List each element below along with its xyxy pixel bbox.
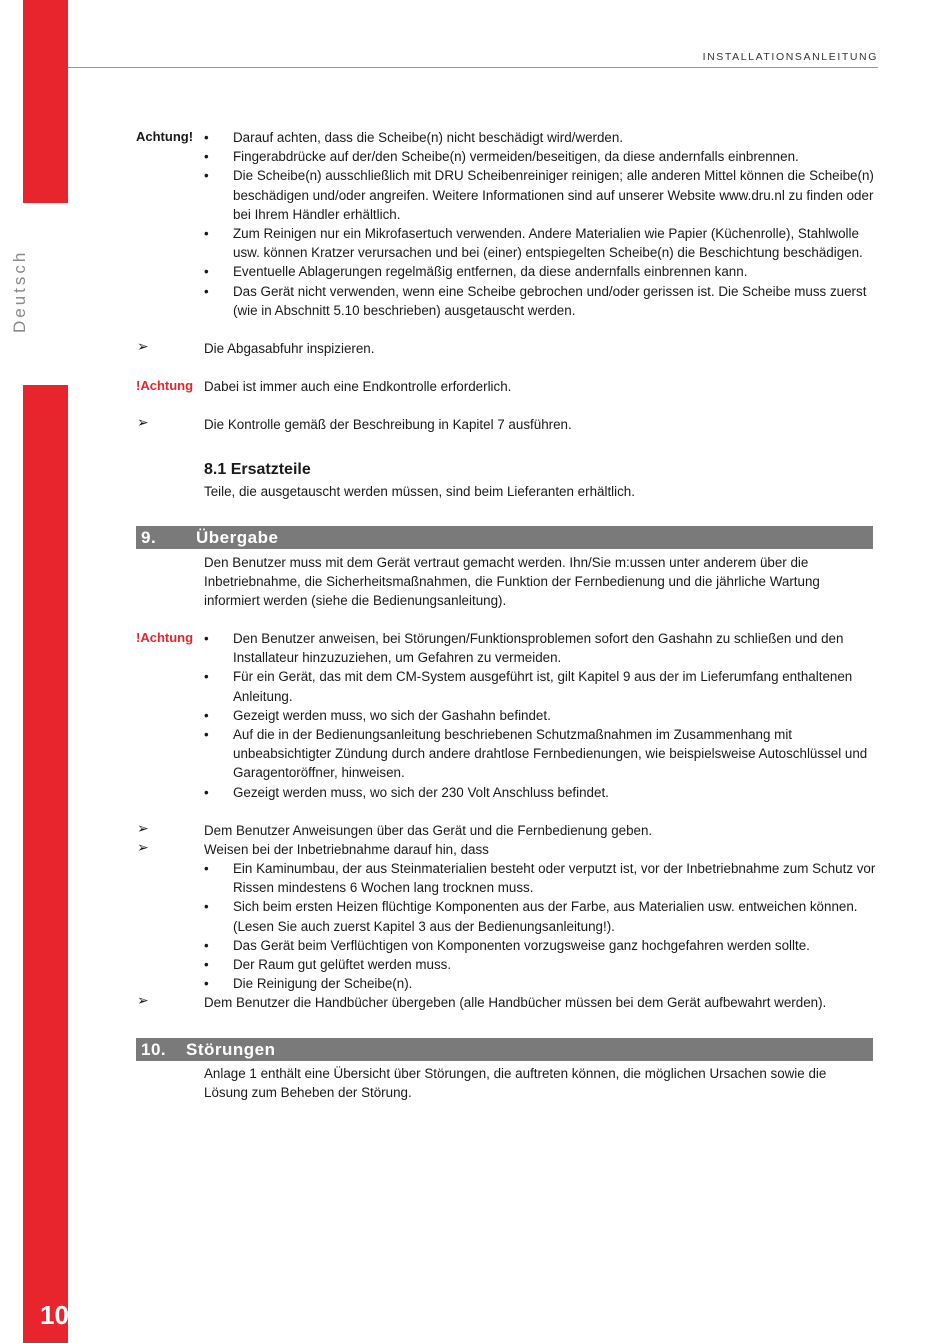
- section-heading-bar: [136, 1038, 873, 1061]
- list-item: • Zum Reinigen nur ein Mikrofasertuch verwenden. Andere Materialien wie Papier (Küchenrolle), Stahlwolle usw. können Kratzer verursachen und bei (einer) entspiegelten Scheibe(n) die Beschichtung beschädigen.: [204, 224, 878, 262]
- arrow-icon: ➢: [137, 839, 149, 855]
- step-text: Die Abgasabfuhr inspizieren.: [204, 341, 375, 356]
- section-number: 9.: [141, 528, 157, 547]
- list-item: • Das Gerät nicht verwenden, wenn eine Scheibe gebrochen und/oder gerissen ist. Die Scheibe muss zuerst (wie in Abschnitt 5.10 beschrieben) ausgetauscht werden.: [204, 282, 878, 320]
- warning-tag: !Achtung: [136, 378, 194, 393]
- list-item: • Das Gerät beim Verflüchtigen von Komponenten vorzugsweise ganz hochgefahren werden sollte.: [204, 936, 878, 955]
- list-item: • Der Raum gut gelüftet werden muss.: [204, 955, 878, 974]
- list-item: • Darauf achten, dass die Scheibe(n) nicht beschädigt wird/werden.: [204, 128, 878, 147]
- list-item: • Den Benutzer anweisen, bei Störungen/Funktionsproblemen sofort den Gashahn zu schließen und den Installateur hinzuzuziehen, um Gefahren zu vermeiden.: [204, 629, 878, 667]
- section-intro: Den Benutzer muss mit dem Gerät vertraut gemacht werden. Ihn/Sie m:ussen unter anderem über die Inbetriebnahme, die Sicherheitsmaßnahmen, die Funktion der Fernbedienung und die jährliche Wartung informiert werden (siehe die Bedienungsanleitung).: [204, 555, 820, 609]
- step-text: Die Kontrolle gemäß der Beschreibung in Kapitel 7 ausführen.: [204, 417, 572, 432]
- subsection-text: Teile, die ausgetauscht werden müssen, sind beim Lieferanten erhältlich.: [204, 484, 635, 499]
- section-title: Übergabe: [196, 528, 279, 547]
- list-item: • Fingerabdrücke auf der/den Scheibe(n) vermeiden/beseitigen, da diese andernfalls einbrennen.: [204, 147, 878, 166]
- language-label: Deutsch: [10, 249, 29, 333]
- arrow-icon: ➢: [137, 414, 149, 430]
- list-item: • Eventuelle Ablagerungen regelmäßig entfernen, da diese andernfalls einbrennen kann.: [204, 262, 878, 281]
- side-white-strip: [0, 0, 23, 1343]
- arrow-icon: ➢: [137, 992, 149, 1008]
- page-number: 10: [40, 1300, 69, 1330]
- list-item: • Ein Kaminumbau, der aus Steinmaterialien besteht oder verputzt ist, vor der Inbetriebnahme zum Schutz vor Rissen mindestens 6 Wochen lang trocknen muss.: [204, 859, 878, 897]
- subsection-title: 8.1 Ersatzteile: [204, 461, 311, 478]
- warning-list: [204, 629, 878, 802]
- warning-list: [204, 128, 878, 320]
- section-title: Störungen: [186, 1040, 276, 1059]
- list-item: • Gezeigt werden muss, wo sich der Gashahn befindet.: [204, 706, 878, 725]
- list-item: • Die Reinigung der Scheibe(n).: [204, 974, 878, 993]
- step-text: Dem Benutzer die Handbücher übergeben (alle Handbücher müssen bei dem Gerät aufbewahrt werden).: [204, 995, 827, 1010]
- note-text: Dabei ist immer auch eine Endkontrolle erforderlich.: [204, 379, 512, 394]
- section-number: 10.: [141, 1040, 167, 1059]
- running-head: INSTALLATIONSANLEITUNG: [702, 51, 878, 63]
- warning-tag: Achtung!: [136, 129, 194, 144]
- header-rule: [68, 67, 878, 68]
- warning-tag: !Achtung: [136, 630, 194, 645]
- list-item: • Für ein Gerät, das mit dem CM-System ausgeführt ist, gilt Kapitel 9 aus der im Lieferumfang enthaltenen Anleitung.: [204, 667, 878, 705]
- list-item: • Die Scheibe(n) ausschließlich mit DRU Scheibenreiniger reinigen; alle anderen Mittel können die Scheibe(n) beschädigen und/oder angreifen. Weitere Informationen sind auf unserer Website www.dru.nl zu finden oder bei Ihrem Händler erhältlich.: [204, 166, 878, 224]
- section-heading-bar: [136, 526, 873, 549]
- arrow-icon: ➢: [137, 820, 149, 836]
- handover-list: [204, 859, 878, 993]
- list-item: • Auf die in der Bedienungsanleitung beschriebenen Schutzmaßnahmen im Zusammenhang mit unbeabsichtigter Zündung durch andere drahtlose Fernbedienungen, wie beispielsweise Autoschlüssel und Garagentoröffner, hinweisen.: [204, 725, 878, 783]
- list-item: • Gezeigt werden muss, wo sich der 230 Volt Anschluss befindet.: [204, 783, 878, 802]
- step-text: Dem Benutzer Anweisungen über das Gerät und die Fernbedienung geben.: [204, 823, 653, 838]
- list-item: • Sich beim ersten Heizen flüchtige Komponenten aus der Farbe, aus Materialien usw. entweichen können. (Lesen Sie auch zuerst Kapitel 3 aus der Bedienungsanleitung!).: [204, 897, 878, 935]
- step-text: Weisen bei der Inbetriebnahme darauf hin, dass: [204, 842, 489, 857]
- arrow-icon: ➢: [137, 338, 149, 354]
- section-text: Anlage 1 enthält eine Übersicht über Störungen, die auftreten können, die möglichen Ursachen sowie die Lösung zum Beheben der Störung.: [204, 1066, 827, 1101]
